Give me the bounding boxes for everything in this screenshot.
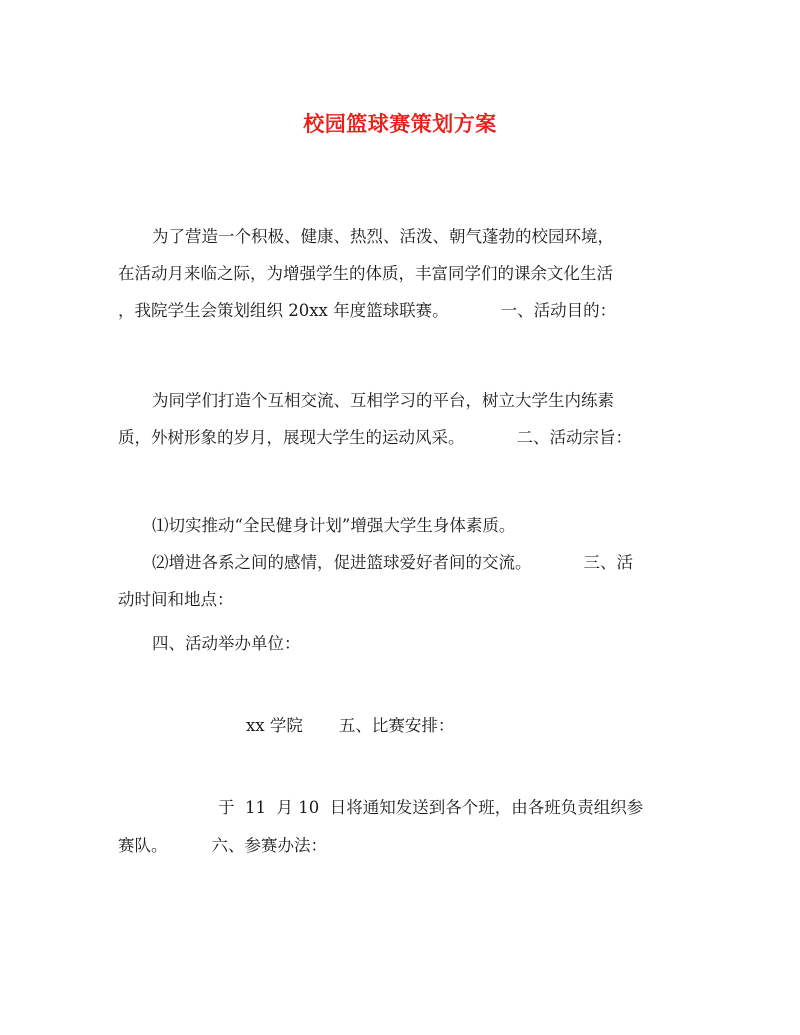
heading-time-place-part1: 三、活 xyxy=(583,553,633,572)
purpose-line-2 xyxy=(118,428,632,448)
schedule-line-1: 于 11 月 10 日将通知发送到各个班，由各班负责组织参 xyxy=(218,798,644,817)
heading-activity-purpose: 一、活动目的： xyxy=(500,301,617,320)
purpose-line-1: 为同学们打造个互相交流、互相学习的平台，树立大学生内练素 xyxy=(152,391,614,410)
intro-line-2: 在活动月来临之际，为增强学生的体质，丰富同学们的课余文化生活 xyxy=(118,264,613,283)
heading-activity-aims: 二、活动宗旨： xyxy=(516,428,632,447)
aims-item-2 xyxy=(152,553,633,573)
schedule-line-2-text: 赛队。 xyxy=(118,836,168,855)
aims-item-2-text: ⑵增进各系之间的感情，促进篮球爱好者间的交流。 xyxy=(152,553,532,572)
heading-organizer: 四、活动举办单位： xyxy=(152,634,301,653)
schedule-line-2 xyxy=(118,836,327,856)
intro-line-1: 为了营造一个积极、健康、热烈、活泼、朝气蓬勃的校园环境， xyxy=(152,227,614,246)
organizer-name: xx 学院 xyxy=(246,716,303,735)
heading-schedule: 五、比赛安排： xyxy=(338,716,455,735)
heading-entry-method: 六、参赛办法： xyxy=(211,836,327,855)
purpose-line-2-text: 质，外树形象的岁月，展现大学生的运动风采。 xyxy=(118,428,465,447)
intro-line-3 xyxy=(118,301,616,321)
heading-time-place-part2: 动时间和地点： xyxy=(118,590,234,609)
organizer-line xyxy=(246,716,454,736)
aims-item-1: ⑴切实推动“全民健身计划”增强大学生身体素质。 xyxy=(152,516,516,535)
document-title: 校园篮球赛策划方案 xyxy=(303,111,497,136)
intro-line-3-text: ，我院学生会策划组织 20xx 年度篮球联赛。 xyxy=(118,301,449,320)
